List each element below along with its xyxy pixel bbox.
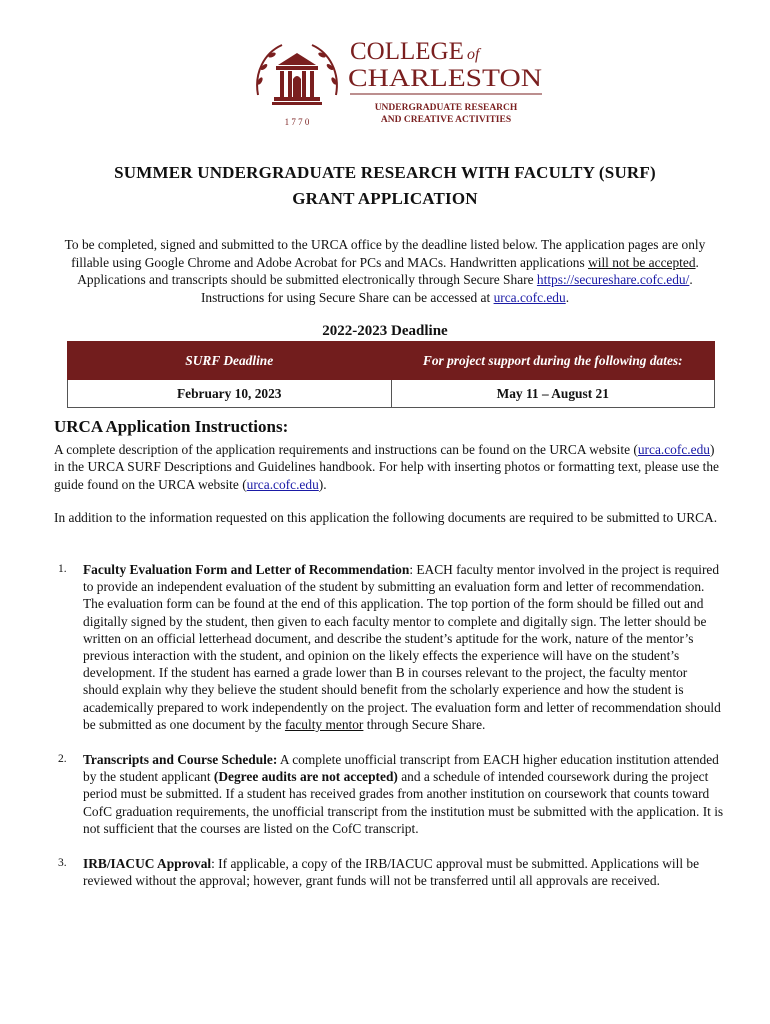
college-logo xyxy=(252,33,552,133)
secureshare-link[interactable]: https://secureshare.cofc.edu/ xyxy=(536,272,690,287)
item-title: IRB/IACUC Approval xyxy=(83,856,212,872)
item-number: 3. xyxy=(58,857,67,870)
logo-sub-line1: UNDERGRADUATE RESEARCH xyxy=(374,103,518,113)
college-seal-icon xyxy=(252,33,552,133)
deadline-table-row xyxy=(68,380,715,408)
deadline-table xyxy=(67,341,715,408)
urca-website-link-2[interactable]: urca.cofc.edu xyxy=(246,476,319,492)
deadline-table-header xyxy=(68,342,715,380)
list-item xyxy=(54,561,724,733)
item-title: Transcripts and Course Schedule: xyxy=(83,752,278,768)
title-line1: SUMMER UNDERGRADUATE RESEARCH WITH FACULTY (SURF) xyxy=(114,163,656,182)
item-text: A complete unofficial transcript from EACH higher education institution attended by the student applicant xyxy=(83,752,719,785)
instructions-paragraph-1 xyxy=(54,441,724,493)
logo-year: 1 7 7 0 xyxy=(284,117,310,127)
intro-text-2: . Applications and transcripts should be submitted electronically through Secure Share xyxy=(77,254,699,287)
item-text: and a schedule of intended coursework during the project period must be submitted. If a student has received grades from another institution on coursework that counts toward CofC graduation requirements, the unofficial transcript from the institution must be submitted with the application. It is not sufficient that the courses are listed on the CofC transcript. xyxy=(83,769,724,836)
intro-text-1: To be completed, signed and submitted to the URCA office by the deadline listed below. The application pages are only fillable using Google Chrome and Adobe Acrobat for PCs and MACs. Handwritten applications xyxy=(64,237,706,270)
logo-sub-line2: AND CREATIVE ACTIVITIES xyxy=(380,115,512,125)
logo-name-line1: COLLEGE xyxy=(350,38,464,65)
list-item xyxy=(54,751,724,837)
deadline-date: February 10, 2023 xyxy=(68,380,392,408)
intro-text-4: . xyxy=(565,289,570,305)
list-item xyxy=(54,855,724,889)
logo-name-of: of xyxy=(467,46,480,63)
urca-link[interactable]: urca.cofc.edu xyxy=(493,289,566,305)
item-number: 2. xyxy=(58,753,67,766)
item-text: : If applicable, a copy of the IRB/IACUC approval must be submitted. Applications will be reviewed without the approval; however, grant funds will not be transferred until all approvals are received. xyxy=(83,856,700,889)
p1-text-a: A complete description of the application requirements and instructions can be found on the URCA website ( xyxy=(54,442,638,457)
item-text: through Secure Share. xyxy=(363,716,486,732)
deadline-heading: 2022-2023 Deadline xyxy=(322,323,448,339)
item-underlined: faculty mentor xyxy=(284,716,364,732)
p1-text-b: ) in the URCA SURF Descriptions and Guidelines handbook. For help with inserting photos or formatting text, please use the guide found on the URCA website ( xyxy=(54,442,719,492)
requirements-list xyxy=(54,561,724,889)
urca-website-link-1[interactable]: urca.cofc.edu xyxy=(637,442,710,457)
logo-name-line2: CHARLESTON xyxy=(348,65,542,92)
deadline-col2-header: For project support during the following dates: xyxy=(391,342,715,380)
page-title xyxy=(40,160,730,212)
intro-underlined: will not be accepted xyxy=(588,254,696,270)
intro-text-3: . Instructions for using Secure Share can be accessed at xyxy=(200,272,693,305)
title-line2: GRANT APPLICATION xyxy=(292,189,478,208)
project-dates: May 11 – August 21 xyxy=(391,380,715,408)
item-bold-note: (Degree audits are not accepted) xyxy=(213,769,398,785)
item-number: 1. xyxy=(58,563,67,575)
instructions-paragraph-2: In addition to the information requested on this application the following documents are required to be submitted to URCA. xyxy=(54,510,718,525)
deadline-col1-header: SURF Deadline xyxy=(68,342,392,380)
instructions-heading: URCA Application Instructions: xyxy=(54,417,289,436)
item-text: : EACH faculty mentor involved in the project is required to provide an independent evaluation of the student by submitting an evaluation form and letter of recommendation. The evaluation form can be found at the end of this application. The top portion of the form should be filled out and digitally signed by the student, then given to each faculty mentor to complete and digitally sign. The letter should be written on an official letterhead document, and describe the student’s aptitude for the work, nature of the mentor’s previous interaction with the student, and opinion on the likely effects the experience will have on the student’s development. If the student has earned a grade lower than B in courses relevant to the project, the faculty mentor should explain why they believe the student should benefit from the scholarly experience and how the student is academically prepared to work independently on the project. The evaluation form and letter of recommendation should be submitted as one document by the xyxy=(83,562,721,732)
p1-text-c: ). xyxy=(318,476,327,492)
intro-paragraph xyxy=(48,236,722,306)
item-title: Faculty Evaluation Form and Letter of Recommendation xyxy=(83,562,410,577)
